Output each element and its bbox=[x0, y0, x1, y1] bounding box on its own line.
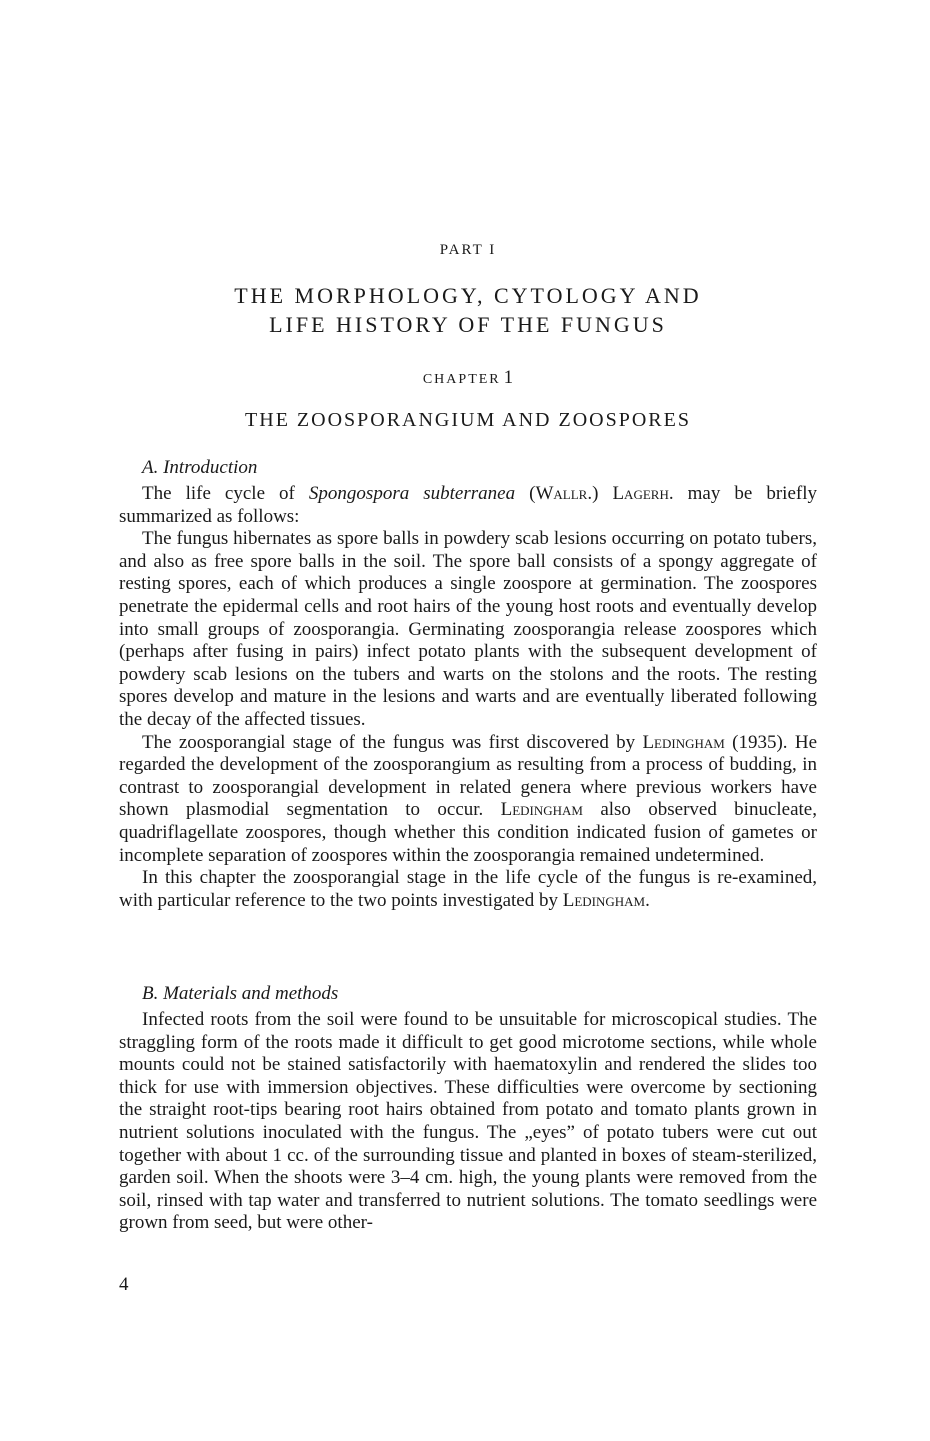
section-introduction bbox=[119, 456, 817, 912]
section-heading-introduction: A. Introduction bbox=[142, 457, 258, 478]
paragraph-methods: Infected roots from the soil were found to be unsuitable for microscopical studies. The straggling form of the roots made it difficult to get good microtome sections, while whole mounts could not be stained satisfactorily with haematoxylin and rendered the slides too thick for use with immersion objectives. These difficulties were overcome by sectioning the straight root-tips bearing root hairs obtained from potato and tomato plants grown in nutrient solutions inoculated with the fungus. The „eyes” of potato tubers were cut out together with about 1 cc. of the surrounding tissue and planted in boxes of steam-sterilized, garden soil. When the shoots were 3–4 cm. high, the young plants were removed from the soil, rinsed with tap water and transferred to nutrient solutions. The tomato seedlings were grown from seed, but were other- bbox=[119, 1009, 817, 1234]
author-citation: Ledingham bbox=[500, 799, 583, 821]
book-page bbox=[119, 0, 817, 1441]
chapter-word: CHAPTER bbox=[422, 372, 501, 387]
part-title-line-1: THE MORPHOLOGY, CYTOLOGY AND bbox=[234, 283, 702, 308]
section-materials-methods bbox=[119, 982, 817, 1235]
part-title-line-2: LIFE HISTORY OF THE FUNGUS bbox=[269, 312, 667, 337]
section-heading-materials: B. Materials and methods bbox=[142, 983, 339, 1004]
chapter-number: 1 bbox=[503, 367, 514, 388]
chapter-label bbox=[119, 367, 817, 389]
author-citation: Ledingham bbox=[562, 889, 646, 911]
page-number: 4 bbox=[119, 1274, 129, 1295]
author-citation: Ledingham bbox=[642, 731, 725, 753]
paragraph-hibernation: The fungus hibernates as spore balls in powdery scab lesions occurring on potato tubers, and also as free spore balls in the soil. The spore ball consists of a spongy aggregate of resting spores, each of which produces a single zoospore at germination. The zoospores penetrate the epidermal cells and root hairs of the young host roots and eventually develop into small groups of zoosporangia. Germinating zoosporangia release zoospores which (perhaps after fusing in pairs) infect potato plants with the subsequent development of powdery scab lesions on the tubers and warts on the stolons and the roots. The resting spores develop and mature in the lesions and warts and are eventually liberated following the decay of the affected tissues. bbox=[119, 528, 817, 730]
paragraph-discovery: The zoosporangial stage of the fungus was first discovered by Ledingham (1935). He regarded the development of the zoosporangium as resulting from a process of budding, in contrast to zoosporangial development in related genera where previous workers have shown plasmodial segmentation to occur. Ledingham also observed binucleate, quadriflagellate zoospores, though whether this condition indicated fusion of gametes or incomplete separation of zoospores within the zoosporangia remained undetermined. bbox=[119, 731, 817, 866]
author-citation: Wallr. bbox=[535, 483, 593, 504]
paragraph-chapter-aim: In this chapter the zoosporangial stage in the life cycle of the fungus is re-examined, with particular reference to the two points investigated by Ledingham. bbox=[119, 867, 817, 911]
species-name: Spongospora subterranea bbox=[308, 483, 516, 504]
part-label: PART I bbox=[439, 242, 497, 258]
part-title bbox=[119, 281, 817, 339]
paragraph-life-cycle-intro: The life cycle of Spongospora subterranea (Wallr.) Lagerh. may be briefly summarized as follows: bbox=[119, 483, 818, 527]
chapter-title: THE ZOOSPORANGIUM AND ZOOSPORES bbox=[245, 409, 691, 431]
author-citation: Lagerh. bbox=[612, 483, 674, 504]
